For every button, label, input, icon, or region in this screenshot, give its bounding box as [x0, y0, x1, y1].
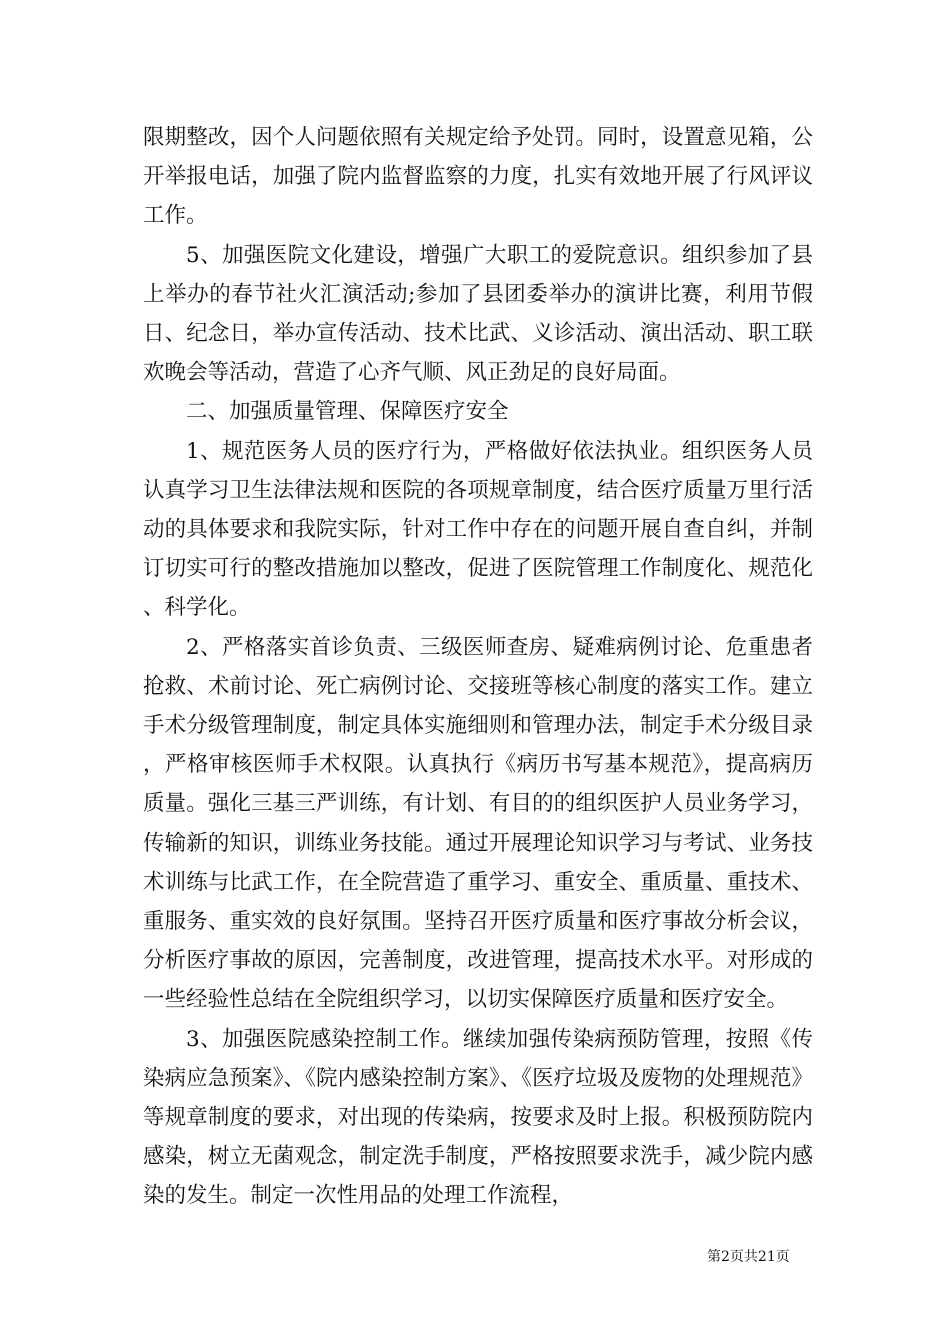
paragraph-continuation: 限期整改，因个人问题依照有关规定给予处罚。同时，设置意见箱，公开举报电话，加强了院内监督监察的力度，扎实有效地开展了行风评议工作。 [143, 125, 813, 229]
section-heading-quality-management: 二、加强质量管理、保障医疗安全 [186, 399, 509, 425]
document-body [143, 118, 813, 1216]
page-number-footer: 第2页共21页 [707, 1249, 790, 1265]
paragraph-culture-building: 5、加强医院文化建设，增强广大职工的爱院意识。组织参加了县上举办的春节社火汇演活动;参加了县团委举办的演讲比赛，利用节假日、纪念日，举办宣传活动、技术比武、义诊活动、演出活动、职工联欢晚会等活动，营造了心齐气顺、风正劲足的良好局面。 [143, 242, 813, 386]
paragraph-core-systems: 2、严格落实首诊负责、三级医师查房、疑难病例讨论、危重患者抢救、术前讨论、死亡病例讨论、交接班等核心制度的落实工作。建立手术分级管理制度，制定具体实施细则和管理办法，制定手术分级目录，严格审核医师手术权限。认真执行《病历书写基本规范》，提高病历质量。强化三基三严训练，有计划、有目的的组织医护人员业务学习，传输新的知识，训练业务技能。通过开展理论知识学习与考试、业务技术训练与比武工作，在全院营造了重学习、重安全、重质量、重技术、重服务、重实效的良好氛围。坚持召开医疗质量和医疗事故分析会议，分析医疗事故的原因，完善制度，改进管理，提高技术水平。对形成的一些经验性总结在全院组织学习，以切实保障医疗质量和医疗安全。 [143, 634, 813, 1013]
paragraph-medical-conduct: 1、规范医务人员的医疗行为，严格做好依法执业。组织医务人员认真学习卫生法律法规和医院的各项规章制度，结合医疗质量万里行活动的具体要求和我院实际，针对工作中存在的问题开展自查自纠，并制订切实可行的整改措施加以整改，促进了医院管理工作制度化、规范化、科学化。 [143, 438, 813, 621]
paragraph-infection-control: 3、加强医院感染控制工作。继续加强传染病预防管理，按照《传染病应急预案》、《院内感染控制方案》、《医疗垃圾及废物的处理规范》等规章制度的要求，对出现的传染病，按要求及时上报。积极预防院内感染，树立无菌观念，制定洗手制度，严格按照要求洗手，减少院内感染的发生。制定一次性用品的处理工作流程， [143, 1026, 813, 1209]
